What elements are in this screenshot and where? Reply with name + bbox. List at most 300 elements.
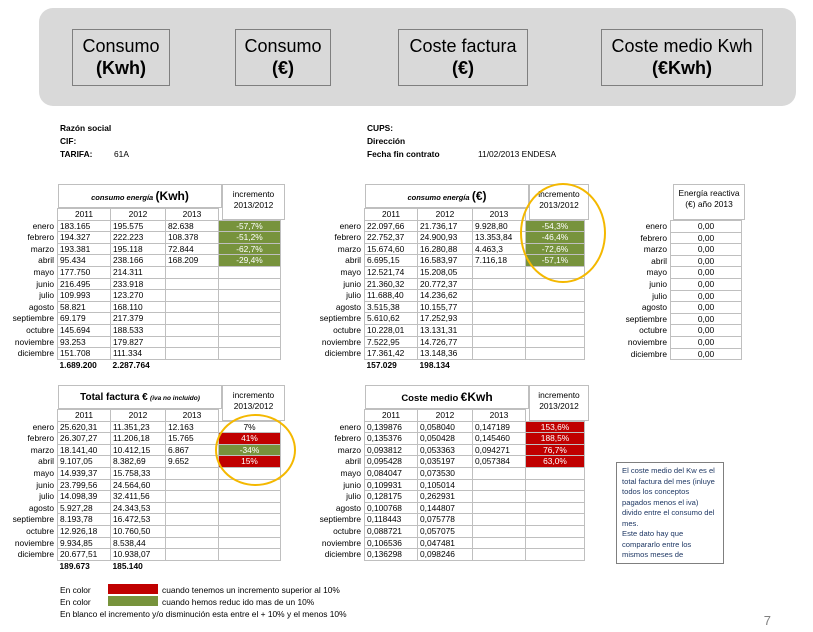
- increment-cell: -46,4%: [526, 232, 585, 244]
- kwh-title-small: consumo energía: [91, 193, 154, 202]
- increment-cell: [219, 491, 281, 503]
- increment-cell: [526, 313, 585, 325]
- header-box-line1: Coste medio Kwh: [611, 36, 753, 56]
- value-cell: 0,00: [671, 232, 742, 244]
- value-cell: [166, 278, 219, 290]
- month-label: enero: [339, 421, 361, 432]
- year-header: 2011: [58, 410, 111, 422]
- value-cell: 177.750: [58, 266, 111, 278]
- value-cell: 16.472,53: [111, 514, 166, 526]
- value-cell: 168.110: [111, 301, 166, 313]
- reactiva-header: Energía reactiva (€) año 2013: [673, 184, 745, 220]
- month-label: abril: [345, 255, 361, 266]
- value-cell: 23.799,56: [58, 479, 111, 491]
- value-cell: 20.772,37: [418, 278, 473, 290]
- table-row: [610, 278, 742, 290]
- year-header: 2013: [473, 410, 526, 422]
- increment-cell: [219, 514, 281, 526]
- table-row: [10, 278, 281, 290]
- table-row: [317, 290, 585, 302]
- value-cell: 0,109931: [365, 479, 418, 491]
- value-cell: 72.844: [166, 243, 219, 255]
- value-cell: 8.193,78: [58, 514, 111, 526]
- value-cell: 7.116,18: [473, 255, 526, 267]
- value-cell: 216.495: [58, 278, 111, 290]
- value-cell: 16.280,88: [418, 243, 473, 255]
- month-label: agosto: [28, 502, 54, 513]
- table-row: [10, 301, 281, 313]
- value-cell: 0,053363: [418, 444, 473, 456]
- coste-title-small: Coste medio: [401, 393, 459, 404]
- increment-cell: [526, 324, 585, 336]
- euro-increment-header: incremento 2013/2012: [529, 184, 589, 220]
- value-cell: 0,00: [671, 267, 742, 279]
- value-cell: [166, 301, 219, 313]
- month-label: noviembre: [627, 336, 667, 347]
- factura-increment-header: incremento 2013/2012: [222, 385, 285, 421]
- month-label: junio: [343, 278, 361, 289]
- value-cell: 111.334: [111, 348, 166, 360]
- month-label: mayo: [33, 266, 54, 277]
- header-box-line2: (€Kwh): [652, 58, 712, 78]
- value-cell: 145.694: [58, 324, 111, 336]
- table-row: [10, 313, 281, 325]
- increment-cell: [526, 549, 585, 561]
- header-box-line2: (€): [272, 58, 294, 78]
- value-cell: 9.928,80: [473, 220, 526, 232]
- month-label: mayo: [340, 467, 361, 478]
- table-row: [10, 491, 281, 503]
- value-cell: 0,057075: [418, 525, 473, 537]
- month-label: enero: [645, 221, 667, 231]
- increment-cell: -54,3%: [526, 220, 585, 232]
- year-header: 2012: [111, 410, 166, 422]
- value-cell: 11.206,18: [111, 433, 166, 445]
- value-cell: 16.583,97: [418, 255, 473, 267]
- totals-row: [317, 359, 585, 370]
- value-cell: 0,00: [671, 336, 742, 348]
- direccion-label: Dirección: [367, 136, 406, 146]
- corner-cell: [317, 410, 365, 422]
- month-label: diciembre: [324, 549, 361, 560]
- increment-cell: 153,6%: [526, 421, 585, 433]
- month-label: enero: [339, 220, 361, 231]
- note-box: [616, 462, 724, 564]
- coste-table: [317, 409, 585, 561]
- value-cell: [473, 525, 526, 537]
- value-cell: [166, 290, 219, 302]
- value-cell: 0,00: [671, 313, 742, 325]
- table-row: [317, 479, 585, 491]
- table-row: [10, 348, 281, 360]
- value-cell: 0,00: [671, 255, 742, 267]
- value-cell: 238.166: [111, 255, 166, 267]
- value-cell: 0,035197: [418, 456, 473, 468]
- table-row: [317, 491, 585, 503]
- legend-line-3: En blanco el incremento y/o disminución esta entre el + 10% y el menos 10%: [60, 609, 347, 619]
- month-label: agosto: [28, 301, 54, 312]
- increment-cell: [526, 479, 585, 491]
- value-cell: [166, 324, 219, 336]
- header-box-line2: (€): [452, 58, 474, 78]
- table-row: [317, 456, 585, 468]
- month-label: agosto: [335, 502, 361, 513]
- value-cell: [166, 537, 219, 549]
- month-label: octubre: [639, 325, 667, 336]
- table-row: [317, 502, 585, 514]
- value-cell: 14.939,37: [58, 467, 111, 479]
- value-cell: 11.351,23: [111, 421, 166, 433]
- month-label: marzo: [337, 243, 361, 254]
- value-cell: 21.736,17: [418, 220, 473, 232]
- table-row: [610, 221, 742, 233]
- year-header-row: [10, 209, 281, 221]
- value-cell: 17.361,42: [365, 348, 418, 360]
- year-header: 2011: [58, 209, 111, 221]
- month-label: julio: [39, 491, 54, 502]
- table-row: [317, 514, 585, 526]
- kwh-title-big: (Kwh): [155, 189, 189, 203]
- month-label: febrero: [640, 232, 667, 243]
- table-row: [317, 324, 585, 336]
- value-cell: 0,00: [671, 290, 742, 302]
- value-cell: 12.163: [166, 421, 219, 433]
- value-cell: 32.411,56: [111, 491, 166, 503]
- table-row: [10, 537, 281, 549]
- value-cell: 58.821: [58, 301, 111, 313]
- value-cell: [473, 502, 526, 514]
- tarifa-value: 61A: [114, 149, 129, 159]
- value-cell: 24.900,93: [418, 232, 473, 244]
- table-row: [610, 325, 742, 337]
- value-cell: 109.993: [58, 290, 111, 302]
- table-row: [317, 348, 585, 360]
- totals-row: [10, 560, 281, 571]
- value-cell: 222.223: [111, 232, 166, 244]
- month-label: julio: [652, 290, 667, 301]
- value-cell: [473, 324, 526, 336]
- value-cell: [473, 336, 526, 348]
- table-row: [317, 313, 585, 325]
- value-cell: 0,00: [671, 244, 742, 256]
- month-label: noviembre: [14, 336, 54, 347]
- increment-cell: [526, 525, 585, 537]
- month-label: diciembre: [17, 549, 54, 560]
- value-cell: 0,00: [671, 221, 742, 233]
- increment-cell: [219, 266, 281, 278]
- coste-title-big: €Kwh: [460, 390, 493, 404]
- value-cell: 233.918: [111, 278, 166, 290]
- value-cell: 24.564,60: [111, 479, 166, 491]
- increment-cell: [526, 301, 585, 313]
- increment-cell: [219, 301, 281, 313]
- table-row: [10, 232, 281, 244]
- value-cell: 7.522,95: [365, 336, 418, 348]
- month-label: diciembre: [630, 348, 667, 359]
- table-row: [610, 348, 742, 360]
- value-cell: [473, 467, 526, 479]
- increment-cell: -29,4%: [219, 255, 281, 267]
- value-cell: 10.760,50: [111, 525, 166, 537]
- increment-cell: [219, 549, 281, 561]
- euro-table-title: [365, 184, 529, 208]
- spreadsheet: [10, 120, 750, 625]
- value-cell: 18.141,40: [58, 444, 111, 456]
- increment-cell: [219, 290, 281, 302]
- value-cell: [166, 336, 219, 348]
- table-row: [10, 266, 281, 278]
- value-cell: 0,058040: [418, 421, 473, 433]
- month-label: abril: [345, 456, 361, 467]
- corner-cell: [10, 410, 58, 422]
- value-cell: [473, 549, 526, 561]
- value-cell: 0,118443: [365, 514, 418, 526]
- increment-cell: -34%: [219, 444, 281, 456]
- value-cell: [473, 491, 526, 503]
- value-cell: 8.538,44: [111, 537, 166, 549]
- value-cell: 0,047481: [418, 537, 473, 549]
- value-cell: 21.360,32: [365, 278, 418, 290]
- table-row: [317, 537, 585, 549]
- table-row: [610, 290, 742, 302]
- value-cell: 0,075778: [418, 514, 473, 526]
- increment-cell: [526, 514, 585, 526]
- value-cell: [166, 348, 219, 360]
- increment-cell: 7%: [219, 421, 281, 433]
- value-cell: 195.575: [111, 220, 166, 232]
- table-row: [317, 336, 585, 348]
- value-cell: 214.311: [111, 266, 166, 278]
- value-cell: [473, 514, 526, 526]
- kwh-increment-header: incremento 2013/2012: [222, 184, 285, 220]
- cif-label: CIF:: [60, 136, 77, 146]
- total-cell: 157.029: [366, 359, 397, 370]
- total-cell: 1.689.200: [59, 359, 97, 370]
- cups-label: CUPS:: [367, 123, 394, 133]
- value-cell: 108.378: [166, 232, 219, 244]
- value-cell: 22.097,66: [365, 220, 418, 232]
- value-cell: [473, 301, 526, 313]
- month-label: septiembre: [319, 514, 361, 525]
- value-cell: 0,00: [671, 325, 742, 337]
- value-cell: [473, 313, 526, 325]
- value-cell: [473, 266, 526, 278]
- month-label: noviembre: [14, 537, 54, 548]
- total-cell: 185.140: [112, 560, 143, 571]
- increment-cell: [219, 324, 281, 336]
- value-cell: 15.758,33: [111, 467, 166, 479]
- value-cell: 0,106536: [365, 537, 418, 549]
- value-cell: 0,00: [671, 278, 742, 290]
- header-box-line1: Consumo: [244, 36, 322, 56]
- value-cell: 0,105014: [418, 479, 473, 491]
- value-cell: 10.938,07: [111, 549, 166, 561]
- value-cell: 8.382,69: [111, 456, 166, 468]
- year-header: 2013: [166, 410, 219, 422]
- factura-table-title: [58, 385, 222, 409]
- value-cell: 217.379: [111, 313, 166, 325]
- value-cell: 0,084047: [365, 467, 418, 479]
- table-row: [10, 502, 281, 514]
- header-box-line1: Consumo: [82, 36, 160, 56]
- value-cell: 0,050428: [418, 433, 473, 445]
- increment-cell: [219, 313, 281, 325]
- kwh-table: [10, 208, 281, 370]
- corner-cell: [10, 359, 58, 370]
- value-cell: [166, 549, 219, 561]
- month-label: agosto: [335, 301, 361, 312]
- increment-cell: [219, 537, 281, 549]
- legend-desc-1: cuando tenemos un incremento superior al 10%: [162, 585, 340, 595]
- value-cell: 188.533: [111, 324, 166, 336]
- month-label: octubre: [333, 324, 361, 335]
- value-cell: 0,128175: [365, 491, 418, 503]
- month-label: abril: [38, 456, 54, 467]
- legend-desc-2: cuando hemos reduc ido mas de un 10%: [162, 597, 315, 607]
- value-cell: [473, 290, 526, 302]
- table-row: [317, 444, 585, 456]
- increment-cell: [219, 502, 281, 514]
- value-cell: 15.208,05: [418, 266, 473, 278]
- table-row: [317, 525, 585, 537]
- table-row: [317, 467, 585, 479]
- table-row: [317, 301, 585, 313]
- increment-cell: [219, 278, 281, 290]
- value-cell: 0,098246: [418, 549, 473, 561]
- year-header: 2012: [418, 209, 473, 221]
- table-row: [10, 514, 281, 526]
- fecha-fin-contrato-value: 11/02/2013 ENDESA: [478, 149, 557, 159]
- value-cell: [166, 467, 219, 479]
- euro-title-small: consumo energía: [407, 193, 470, 202]
- coste-increment-header: incremento 2013/2012: [529, 385, 589, 421]
- coste-table-title: [365, 385, 529, 409]
- value-cell: 183.165: [58, 220, 111, 232]
- page-number: 7: [763, 613, 771, 628]
- kwh-table-title: [58, 184, 222, 208]
- year-header: 2011: [365, 209, 418, 221]
- month-label: septiembre: [12, 313, 54, 324]
- header-box-coste-factura: [398, 29, 528, 86]
- month-label: junio: [343, 479, 361, 490]
- month-label: septiembre: [12, 514, 54, 525]
- table-row: [10, 549, 281, 561]
- month-label: junio: [36, 278, 54, 289]
- value-cell: 0,094271: [473, 444, 526, 456]
- month-label: septiembre: [625, 313, 667, 324]
- value-cell: 0,147189: [473, 421, 526, 433]
- table-row: [610, 336, 742, 348]
- value-cell: 95.434: [58, 255, 111, 267]
- month-label: noviembre: [321, 336, 361, 347]
- corner-cell: [10, 209, 58, 221]
- value-cell: 13.148,36: [418, 348, 473, 360]
- table-row: [610, 232, 742, 244]
- value-cell: 5.927,28: [58, 502, 111, 514]
- month-label: julio: [346, 491, 361, 502]
- table-row: [610, 302, 742, 314]
- legend-label-1: En color: [60, 585, 91, 595]
- total-cell: 198.134: [419, 359, 450, 370]
- month-label: julio: [39, 290, 54, 301]
- increment-cell: -72,6%: [526, 243, 585, 255]
- value-cell: 193.381: [58, 243, 111, 255]
- increment-cell: [219, 525, 281, 537]
- table-row: [10, 220, 281, 232]
- value-cell: 0,262931: [418, 491, 473, 503]
- month-label: junio: [36, 479, 54, 490]
- razon-social-label: Razón social: [60, 123, 112, 133]
- value-cell: 10.412,15: [111, 444, 166, 456]
- table-row: [10, 324, 281, 336]
- total-cell: 189.673: [59, 560, 90, 571]
- value-cell: 25.620,31: [58, 421, 111, 433]
- increment-cell: 188,5%: [526, 433, 585, 445]
- header-box-consumo-kwh: [72, 29, 170, 86]
- month-label: noviembre: [321, 537, 361, 548]
- value-cell: 10.228,01: [365, 324, 418, 336]
- value-cell: 0,144807: [418, 502, 473, 514]
- value-cell: 0,088721: [365, 525, 418, 537]
- value-cell: 9.652: [166, 456, 219, 468]
- month-label: marzo: [643, 244, 667, 255]
- increment-cell: [526, 290, 585, 302]
- year-header: 2011: [365, 410, 418, 422]
- month-label: mayo: [340, 266, 361, 277]
- month-label: febrero: [334, 232, 361, 243]
- value-cell: 194.327: [58, 232, 111, 244]
- value-cell: 14.236,62: [418, 290, 473, 302]
- value-cell: 26.307,27: [58, 433, 111, 445]
- value-cell: 12.926,18: [58, 525, 111, 537]
- increment-cell: [526, 502, 585, 514]
- value-cell: 0,136298: [365, 549, 418, 561]
- month-label: enero: [32, 421, 54, 432]
- value-cell: [166, 479, 219, 491]
- value-cell: 5.610,62: [365, 313, 418, 325]
- month-label: junio: [649, 278, 667, 289]
- year-header: 2012: [418, 410, 473, 422]
- value-cell: 6.867: [166, 444, 219, 456]
- value-cell: 93.253: [58, 336, 111, 348]
- corner-cell: [317, 209, 365, 221]
- increment-cell: 76,7%: [526, 444, 585, 456]
- month-label: febrero: [334, 433, 361, 444]
- table-row: [610, 313, 742, 325]
- increment-cell: [219, 348, 281, 360]
- table-row: [317, 421, 585, 433]
- value-cell: [166, 525, 219, 537]
- increment-cell: 63,0%: [526, 456, 585, 468]
- euro-title-big: (€): [471, 189, 487, 203]
- value-cell: 9.934,85: [58, 537, 111, 549]
- totals-row: [10, 359, 281, 370]
- value-cell: 0,057384: [473, 456, 526, 468]
- year-header: 2012: [111, 209, 166, 221]
- month-label: febrero: [27, 433, 54, 444]
- month-label: marzo: [30, 444, 54, 455]
- value-cell: 0,093812: [365, 444, 418, 456]
- corner-cell: [10, 560, 58, 571]
- value-cell: [473, 278, 526, 290]
- value-cell: [473, 479, 526, 491]
- month-label: enero: [32, 220, 54, 231]
- month-label: octubre: [26, 525, 54, 536]
- value-cell: 0,100768: [365, 502, 418, 514]
- increment-cell: [526, 336, 585, 348]
- increment-cell: 41%: [219, 433, 281, 445]
- month-label: febrero: [27, 232, 54, 243]
